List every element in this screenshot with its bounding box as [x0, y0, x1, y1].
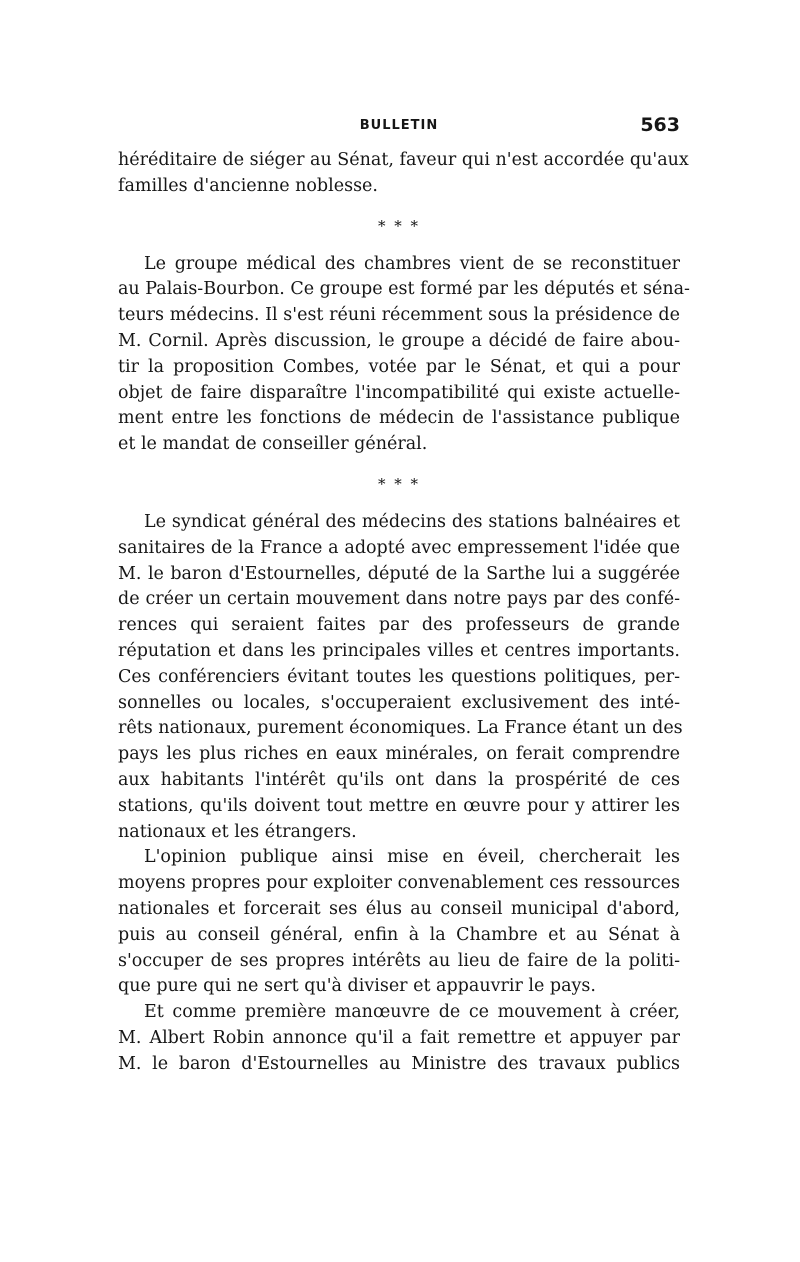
paragraph	[118, 1000, 680, 1077]
text-line: tir la proposition Combes, votée par le Sénat, et qui a pour	[118, 356, 680, 377]
section-separator-asterism: * * *	[377, 474, 421, 493]
running-title: BULLETIN	[359, 118, 439, 133]
text-line: Et comme première manœuvre de ce mouvement à créer,	[144, 1002, 680, 1023]
text-line: de créer un certain mouvement dans notre pays par des confé-	[118, 589, 680, 610]
body-text	[118, 148, 690, 1078]
text-line: M. Cornil. Après discussion, le groupe a décidé de faire abou-	[118, 330, 680, 351]
book-page	[118, 114, 690, 1078]
text-line: sanitaires de la France a adopté avec empressement l'idée que	[118, 537, 680, 558]
text-line: Ces conférenciers évitant toutes les questions politiques, per-	[118, 666, 680, 687]
text-line: ment entre les fonctions de médecin de l'assistance publique	[118, 408, 680, 429]
text-line: L'opinion publique ainsi mise en éveil, chercherait les	[144, 847, 680, 868]
text-line: au Palais-Bourbon. Ce groupe est formé par les députés et séna-	[118, 279, 690, 300]
text-line: réputation et dans les principales villes et centres importants.	[118, 640, 680, 661]
text-line: Le syndicat général des médecins des stations balnéaires et	[144, 511, 680, 532]
text-line: moyens propres pour exploiter convenablement ces ressources	[118, 873, 680, 894]
text-line: pays les plus riches en eaux minérales, on ferait comprendre	[118, 744, 680, 765]
section-separator-asterism: * * *	[377, 216, 421, 235]
page-number: 563	[640, 114, 680, 136]
text-line: Le groupe médical des chambres vient de se reconstituer	[144, 253, 680, 274]
paragraph	[118, 510, 683, 845]
text-line: et le mandat de conseiller général.	[118, 434, 428, 455]
text-line: rences qui seraient faites par des professeurs de grande	[118, 615, 680, 636]
text-line: teurs médecins. Il s'est réuni récemment sous la présidence de	[118, 305, 680, 326]
text-line: familles d'ancienne noblesse.	[118, 175, 378, 196]
text-line: s'occuper de ses propres intérêts au lieu de faire de la politi-	[118, 950, 680, 971]
text-line: héréditaire de siéger au Sénat, faveur qui n'est accordée qu'aux	[118, 150, 689, 170]
running-header	[118, 114, 680, 148]
text-line: objet de faire disparaître l'incompatibilité qui existe actuelle-	[118, 382, 680, 403]
text-line: aux habitants l'intérêt qu'ils ont dans la prospérité de ces	[118, 769, 680, 790]
text-line: nationaux et les étrangers.	[118, 821, 357, 842]
text-line: M. Albert Robin annonce qu'il a fait remettre et appuyer par	[118, 1027, 680, 1048]
text-line: sonnelles ou locales, s'occuperaient exclusivement des inté-	[118, 692, 680, 713]
text-line: rêts nationaux, purement économiques. La France étant un des	[118, 718, 683, 739]
text-line: M. le baron d'Estournelles au Ministre des travaux publics	[118, 1053, 680, 1074]
paragraph	[118, 148, 689, 200]
paragraph	[118, 845, 680, 1000]
text-line: stations, qu'ils doivent tout mettre en œuvre pour y attirer les	[118, 795, 680, 816]
text-line: nationales et forcerait ses élus au conseil municipal d'abord,	[118, 898, 680, 919]
paragraph	[118, 252, 690, 458]
text-line: puis au conseil général, enfin à la Chambre et au Sénat à	[118, 924, 680, 945]
text-line: que pure qui ne sert qu'à diviser et appauvrir le pays.	[118, 976, 596, 997]
text-line: M. le baron d'Estournelles, député de la Sarthe lui a suggérée	[118, 563, 680, 584]
